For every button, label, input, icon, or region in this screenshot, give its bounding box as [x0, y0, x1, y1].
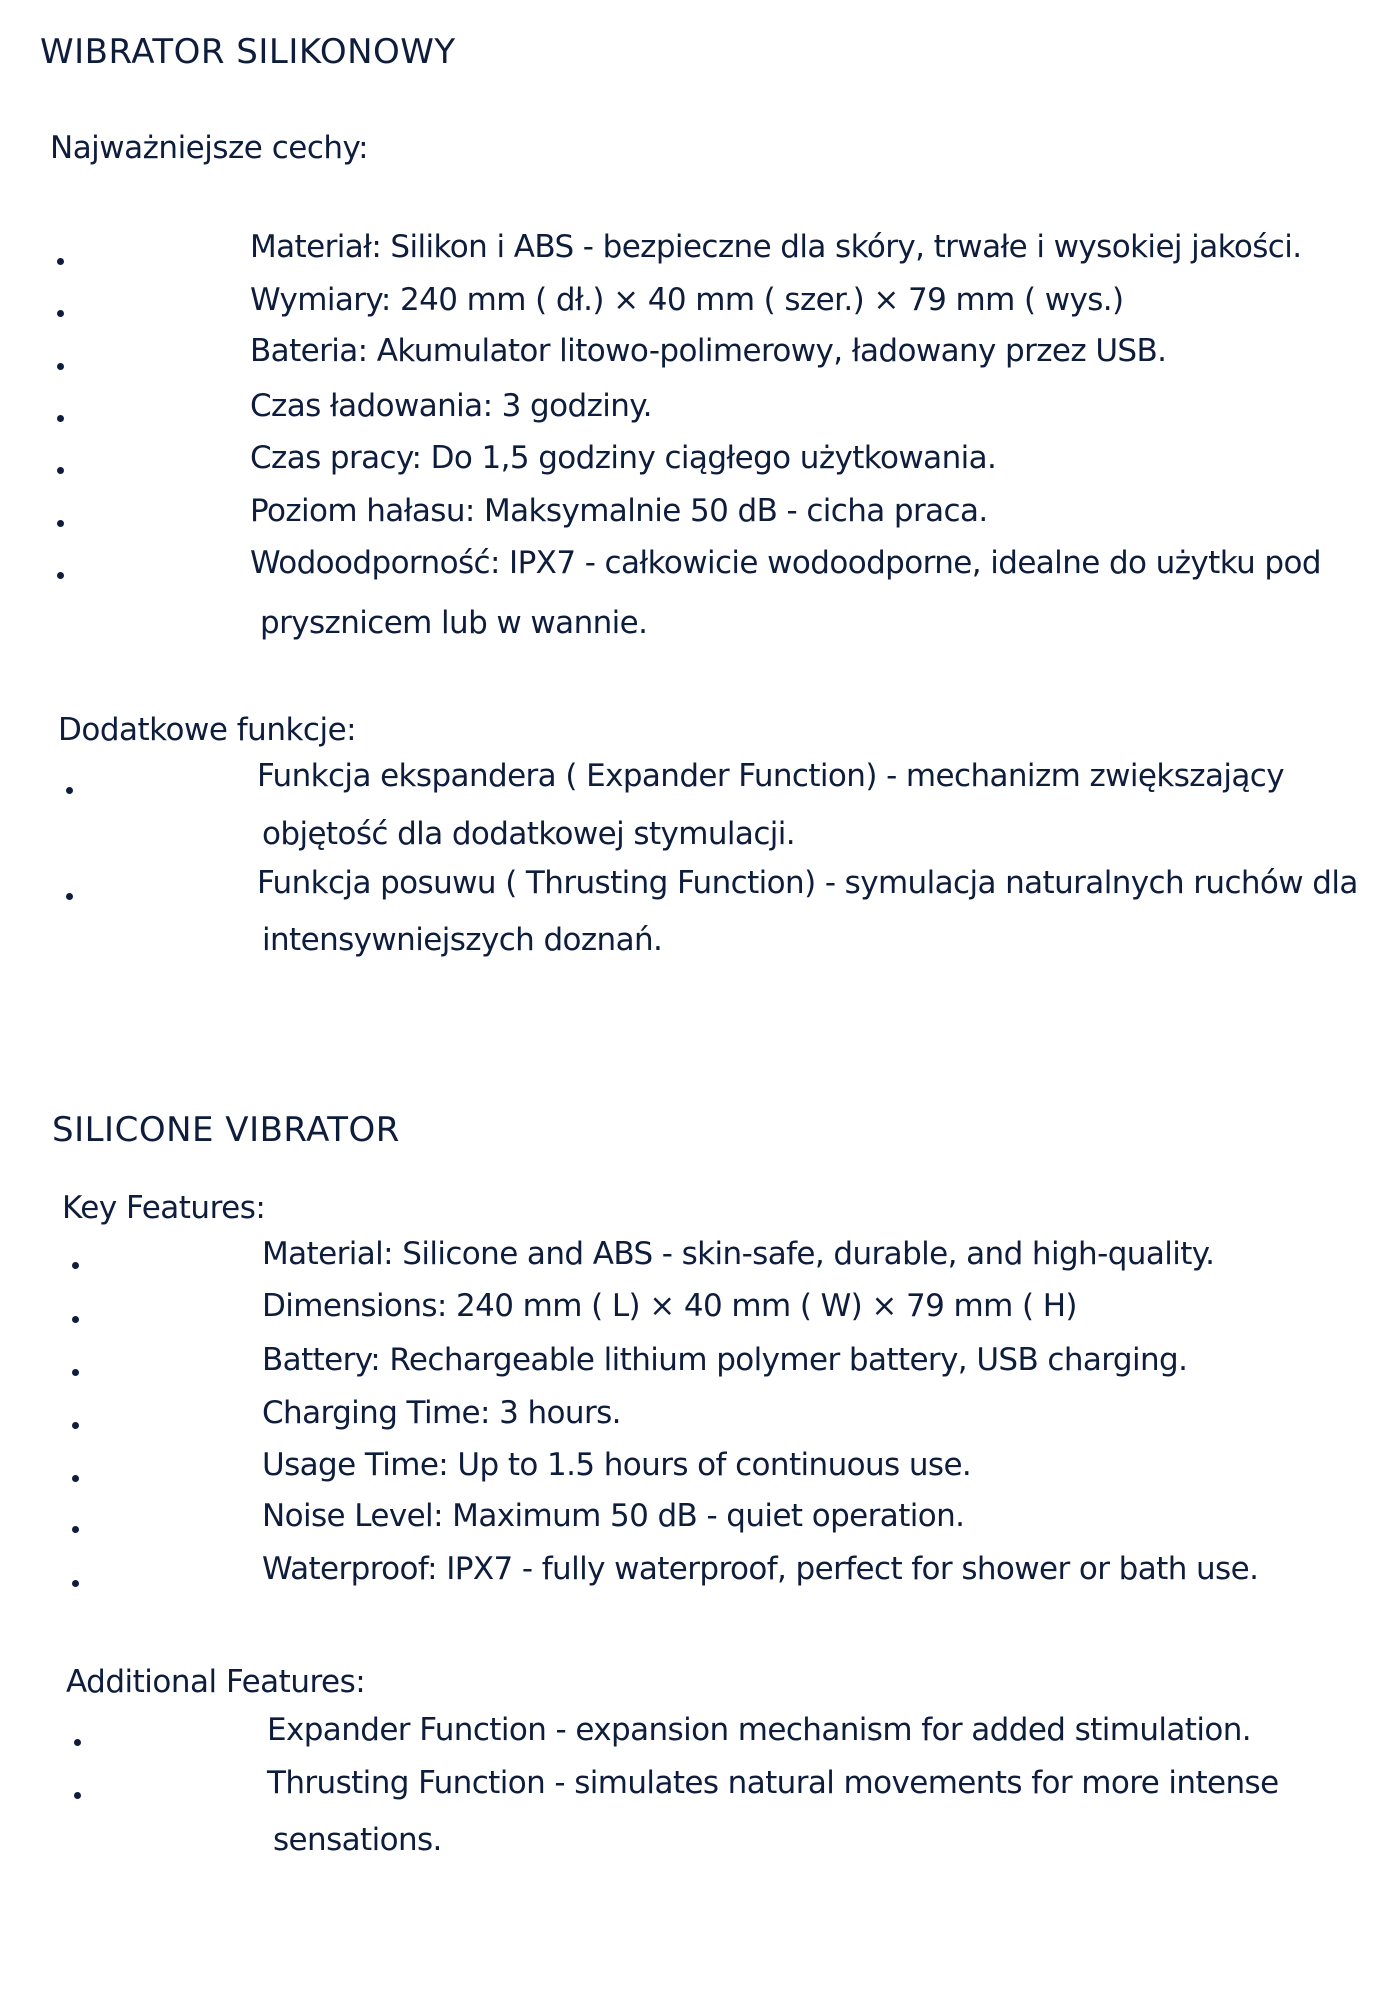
en-key-item-charging-time: Charging Time: 3 hours.	[262, 1395, 621, 1431]
en-key-item-noise-level: Noise Level: Maximum 50 dB - quiet operation.	[262, 1498, 965, 1534]
bullet	[72, 1262, 79, 1269]
bullet	[72, 1369, 79, 1376]
bullet	[72, 1580, 79, 1587]
en-extra-item-thrusting: Thrusting Function - simulates natural movements for more intense	[267, 1765, 1279, 1801]
bullet	[57, 415, 64, 422]
pl-key-item-waterproof-cont: prysznicem lub w wannie.	[260, 605, 648, 641]
pl-extra-item-thrusting: Funkcja posuwu ( Thrusting Function) - symulacja naturalnych ruchów dla	[257, 865, 1358, 901]
pl-key-item-charging-time: Czas ładowania: 3 godziny.	[250, 388, 652, 424]
en-key-features-heading: Key Features:	[62, 1190, 266, 1226]
bullet	[66, 787, 73, 794]
bullet	[72, 1422, 79, 1429]
en-extra-item-thrusting-cont: sensations.	[273, 1822, 442, 1858]
pl-key-item-battery: Bateria: Akumulator litowo-polimerowy, ładowany przez USB.	[250, 333, 1167, 369]
bullet	[72, 1526, 79, 1533]
bullet	[74, 1739, 81, 1746]
en-extra-features-heading: Additional Features:	[66, 1664, 366, 1700]
bullet	[74, 1792, 81, 1799]
pl-title: WIBRATOR SILIKONOWY	[40, 32, 456, 72]
en-key-item-battery: Battery: Rechargeable lithium polymer battery, USB charging.	[262, 1342, 1188, 1378]
pl-extra-item-thrusting-cont: intensywniejszych doznań.	[262, 922, 663, 958]
bullet	[57, 310, 64, 317]
en-key-item-material: Material: Silicone and ABS - skin-safe, durable, and high-quality.	[262, 1236, 1215, 1272]
bullet	[57, 258, 64, 265]
pl-key-item-usage-time: Czas pracy: Do 1,5 godziny ciągłego użytkowania.	[250, 440, 997, 476]
bullet	[57, 467, 64, 474]
pl-extra-item-expander: Funkcja ekspandera ( Expander Function) - mechanizm zwiększający	[257, 758, 1284, 794]
pl-key-item-material: Materiał: Silikon i ABS - bezpieczne dla skóry, trwałe i wysokiej jakości.	[250, 229, 1302, 265]
pl-extra-item-expander-cont: objętość dla dodatkowej stymulacji.	[262, 816, 796, 852]
en-title: SILICONE VIBRATOR	[52, 1110, 400, 1150]
bullet	[66, 893, 73, 900]
en-key-item-waterproof: Waterproof: IPX7 - fully waterproof, perfect for shower or bath use.	[262, 1551, 1259, 1587]
en-key-item-dimensions: Dimensions: 240 mm ( L) × 40 mm ( W) × 79 mm ( H)	[262, 1288, 1077, 1324]
bullet	[72, 1475, 79, 1482]
pl-key-item-waterproof: Wodoodporność: IPX7 - całkowicie wodoodporne, idealne do użytku pod	[250, 545, 1321, 581]
en-key-item-usage-time: Usage Time: Up to 1.5 hours of continuous use.	[262, 1447, 972, 1483]
bullet	[57, 363, 64, 370]
pl-key-item-noise-level: Poziom hałasu: Maksymalnie 50 dB - cicha praca.	[250, 493, 988, 529]
pl-extra-features-heading: Dodatkowe funkcje:	[58, 712, 357, 748]
pl-key-features-heading: Najważniejsze cechy:	[50, 130, 369, 166]
bullet	[57, 572, 64, 579]
pl-key-item-dimensions: Wymiary: 240 mm ( dł.) × 40 mm ( szer.) × 79 mm ( wys.)	[250, 282, 1124, 318]
bullet	[57, 520, 64, 527]
en-extra-item-expander: Expander Function - expansion mechanism for added stimulation.	[267, 1712, 1252, 1748]
bullet	[72, 1316, 79, 1323]
